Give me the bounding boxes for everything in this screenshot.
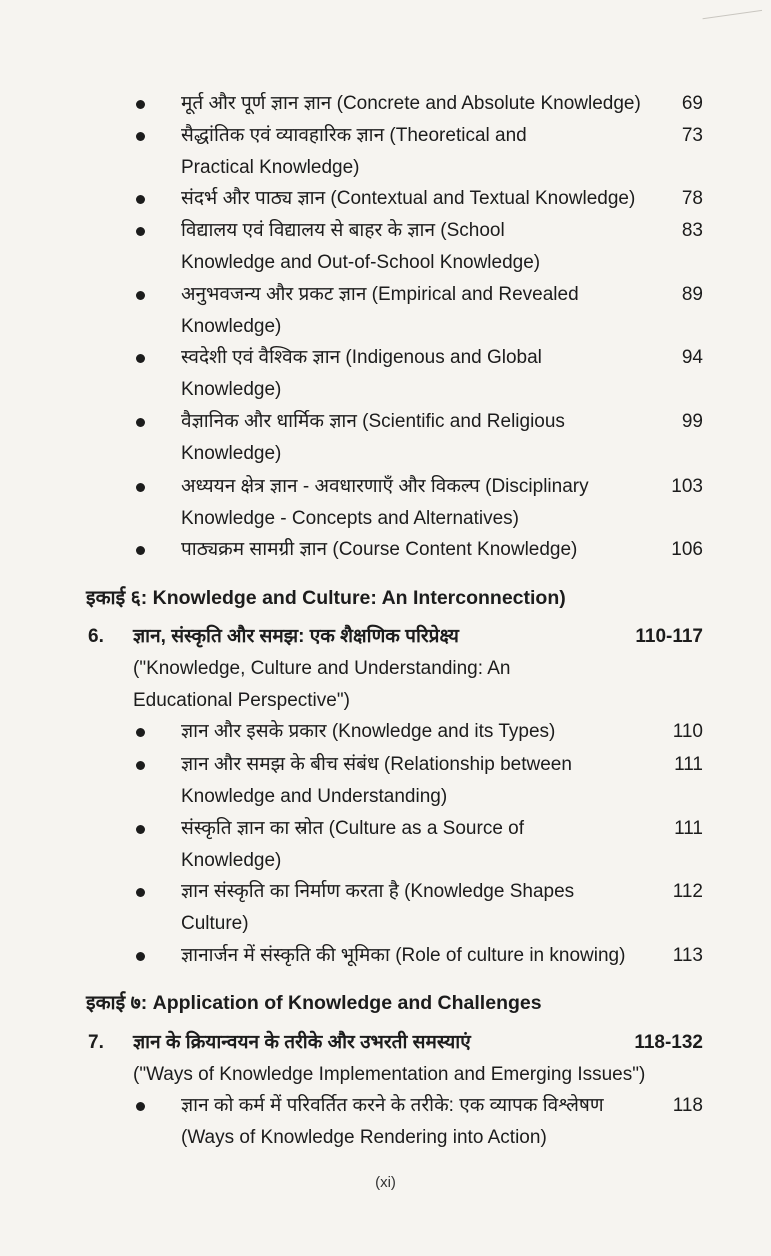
chapter-page-range: 118-132	[634, 1032, 703, 1053]
toc-item-page: 94	[681, 347, 703, 368]
toc-item-text: पाठ्यक्रम सामग्री ज्ञान (Course Content Knowledge)	[181, 539, 578, 560]
bullet-icon	[136, 1102, 145, 1111]
toc-item-page: 83	[681, 220, 703, 241]
bullet-icon	[136, 761, 145, 770]
bullet-icon	[136, 888, 145, 897]
chapter-subtitle: ("Ways of Knowledge Implementation and Emerging Issues")	[133, 1064, 646, 1085]
toc-item-text-continued: Knowledge)	[181, 850, 282, 871]
toc-item-text: ज्ञान संस्कृति का निर्माण करता है (Knowledge Shapes	[181, 881, 575, 902]
toc-item-page: 78	[681, 188, 703, 209]
toc-item-text-continued: Practical Knowledge)	[181, 157, 360, 178]
toc-item-text: स्वदेशी एवं वैश्विक ज्ञान (Indigenous and Global	[181, 347, 542, 368]
page-number: (xi)	[375, 1174, 396, 1191]
toc-item-text: ज्ञान और इसके प्रकार (Knowledge and its Types)	[181, 721, 556, 742]
chapter-subtitle-continued: Educational Perspective")	[133, 690, 350, 711]
chapter-title: ज्ञान के क्रियान्वयन के तरीके और उभरती समस्याएं	[133, 1032, 471, 1053]
toc-item-text-continued: Knowledge and Out-of-School Knowledge)	[181, 252, 541, 273]
bullet-icon	[136, 132, 145, 141]
bullet-icon	[136, 825, 145, 834]
bullet-icon	[136, 483, 145, 492]
toc-item-text: संस्कृति ज्ञान का स्रोत (Culture as a Source of	[181, 818, 525, 839]
toc-item-text: अध्ययन क्षेत्र ज्ञान - अवधारणाएँ और विकल्प (Disciplinary	[181, 476, 589, 497]
bullet-icon	[136, 291, 145, 300]
toc-item-text: वैज्ञानिक और धार्मिक ज्ञान (Scientific and Religious	[181, 411, 565, 432]
toc-item-page: 99	[681, 411, 703, 432]
toc-item-text-continued: (Ways of Knowledge Rendering into Action)	[181, 1127, 547, 1148]
toc-item-text-continued: Knowledge - Concepts and Alternatives)	[181, 508, 519, 529]
toc-item-text: अनुभवजन्य और प्रकट ज्ञान (Empirical and Revealed	[181, 284, 579, 305]
bullet-icon	[136, 100, 145, 109]
toc-item-text: ज्ञान और समझ के बीच संबंध (Relationship between	[181, 754, 572, 775]
toc-item-text: संदर्भ और पाठ्य ज्ञान (Contextual and Textual Knowledge)	[181, 188, 636, 209]
toc-item-page: 106	[671, 539, 703, 560]
toc-item-text: ज्ञान को कर्म में परिवर्तित करने के तरीके: एक व्यापक विश्लेषण	[181, 1095, 604, 1116]
chapter-title: ज्ञान, संस्कृति और समझ: एक शैक्षणिक परिप्रेक्ष्य	[133, 626, 459, 647]
toc-item-text: सैद्धांतिक एवं व्यावहारिक ज्ञान (Theoretical and	[181, 125, 527, 146]
toc-item-text: विद्यालय एवं विद्यालय से बाहर के ज्ञान (School	[181, 220, 505, 241]
unit-heading: इकाई ६: Knowledge and Culture: An Interconnection)	[86, 587, 566, 609]
toc-item-text-continued: Knowledge and Understanding)	[181, 786, 448, 807]
toc-item-page: 118	[672, 1095, 703, 1116]
chapter-page-range: 110-117	[635, 626, 703, 647]
toc-item-page: 110	[672, 721, 703, 742]
page-crease	[703, 10, 764, 29]
toc-item-page: 113	[672, 945, 703, 966]
toc-item-text-continued: Knowledge)	[181, 316, 282, 337]
toc-item-page: 111	[674, 754, 703, 775]
toc-item-text-continued: Knowledge)	[181, 379, 282, 400]
toc-item-text: मूर्त और पूर्ण ज्ञान ज्ञान (Concrete and Absolute Knowledge)	[181, 93, 641, 114]
chapter-subtitle: ("Knowledge, Culture and Understanding: An	[133, 658, 511, 679]
toc-item-page: 111	[674, 818, 703, 839]
bullet-icon	[136, 354, 145, 363]
bullet-icon	[136, 546, 145, 555]
unit-heading: इकाई ७: Application of Knowledge and Challenges	[86, 992, 542, 1014]
toc-item-page: 89	[681, 284, 703, 305]
bullet-icon	[136, 952, 145, 961]
bullet-icon	[136, 227, 145, 236]
chapter-number: 7.	[88, 1032, 104, 1053]
bullet-icon	[136, 728, 145, 737]
bullet-icon	[136, 195, 145, 204]
toc-item-text: ज्ञानार्जन में संस्कृति की भूमिका (Role of culture in knowing)	[181, 945, 626, 966]
bullet-icon	[136, 418, 145, 427]
toc-item-text-continued: Culture)	[181, 913, 249, 934]
chapter-number: 6.	[88, 626, 104, 647]
toc-item-page: 73	[681, 125, 703, 146]
toc-item-page: 103	[671, 476, 703, 497]
toc-item-page: 112	[672, 881, 703, 902]
toc-item-text-continued: Knowledge)	[181, 443, 282, 464]
toc-item-page: 69	[681, 93, 703, 114]
